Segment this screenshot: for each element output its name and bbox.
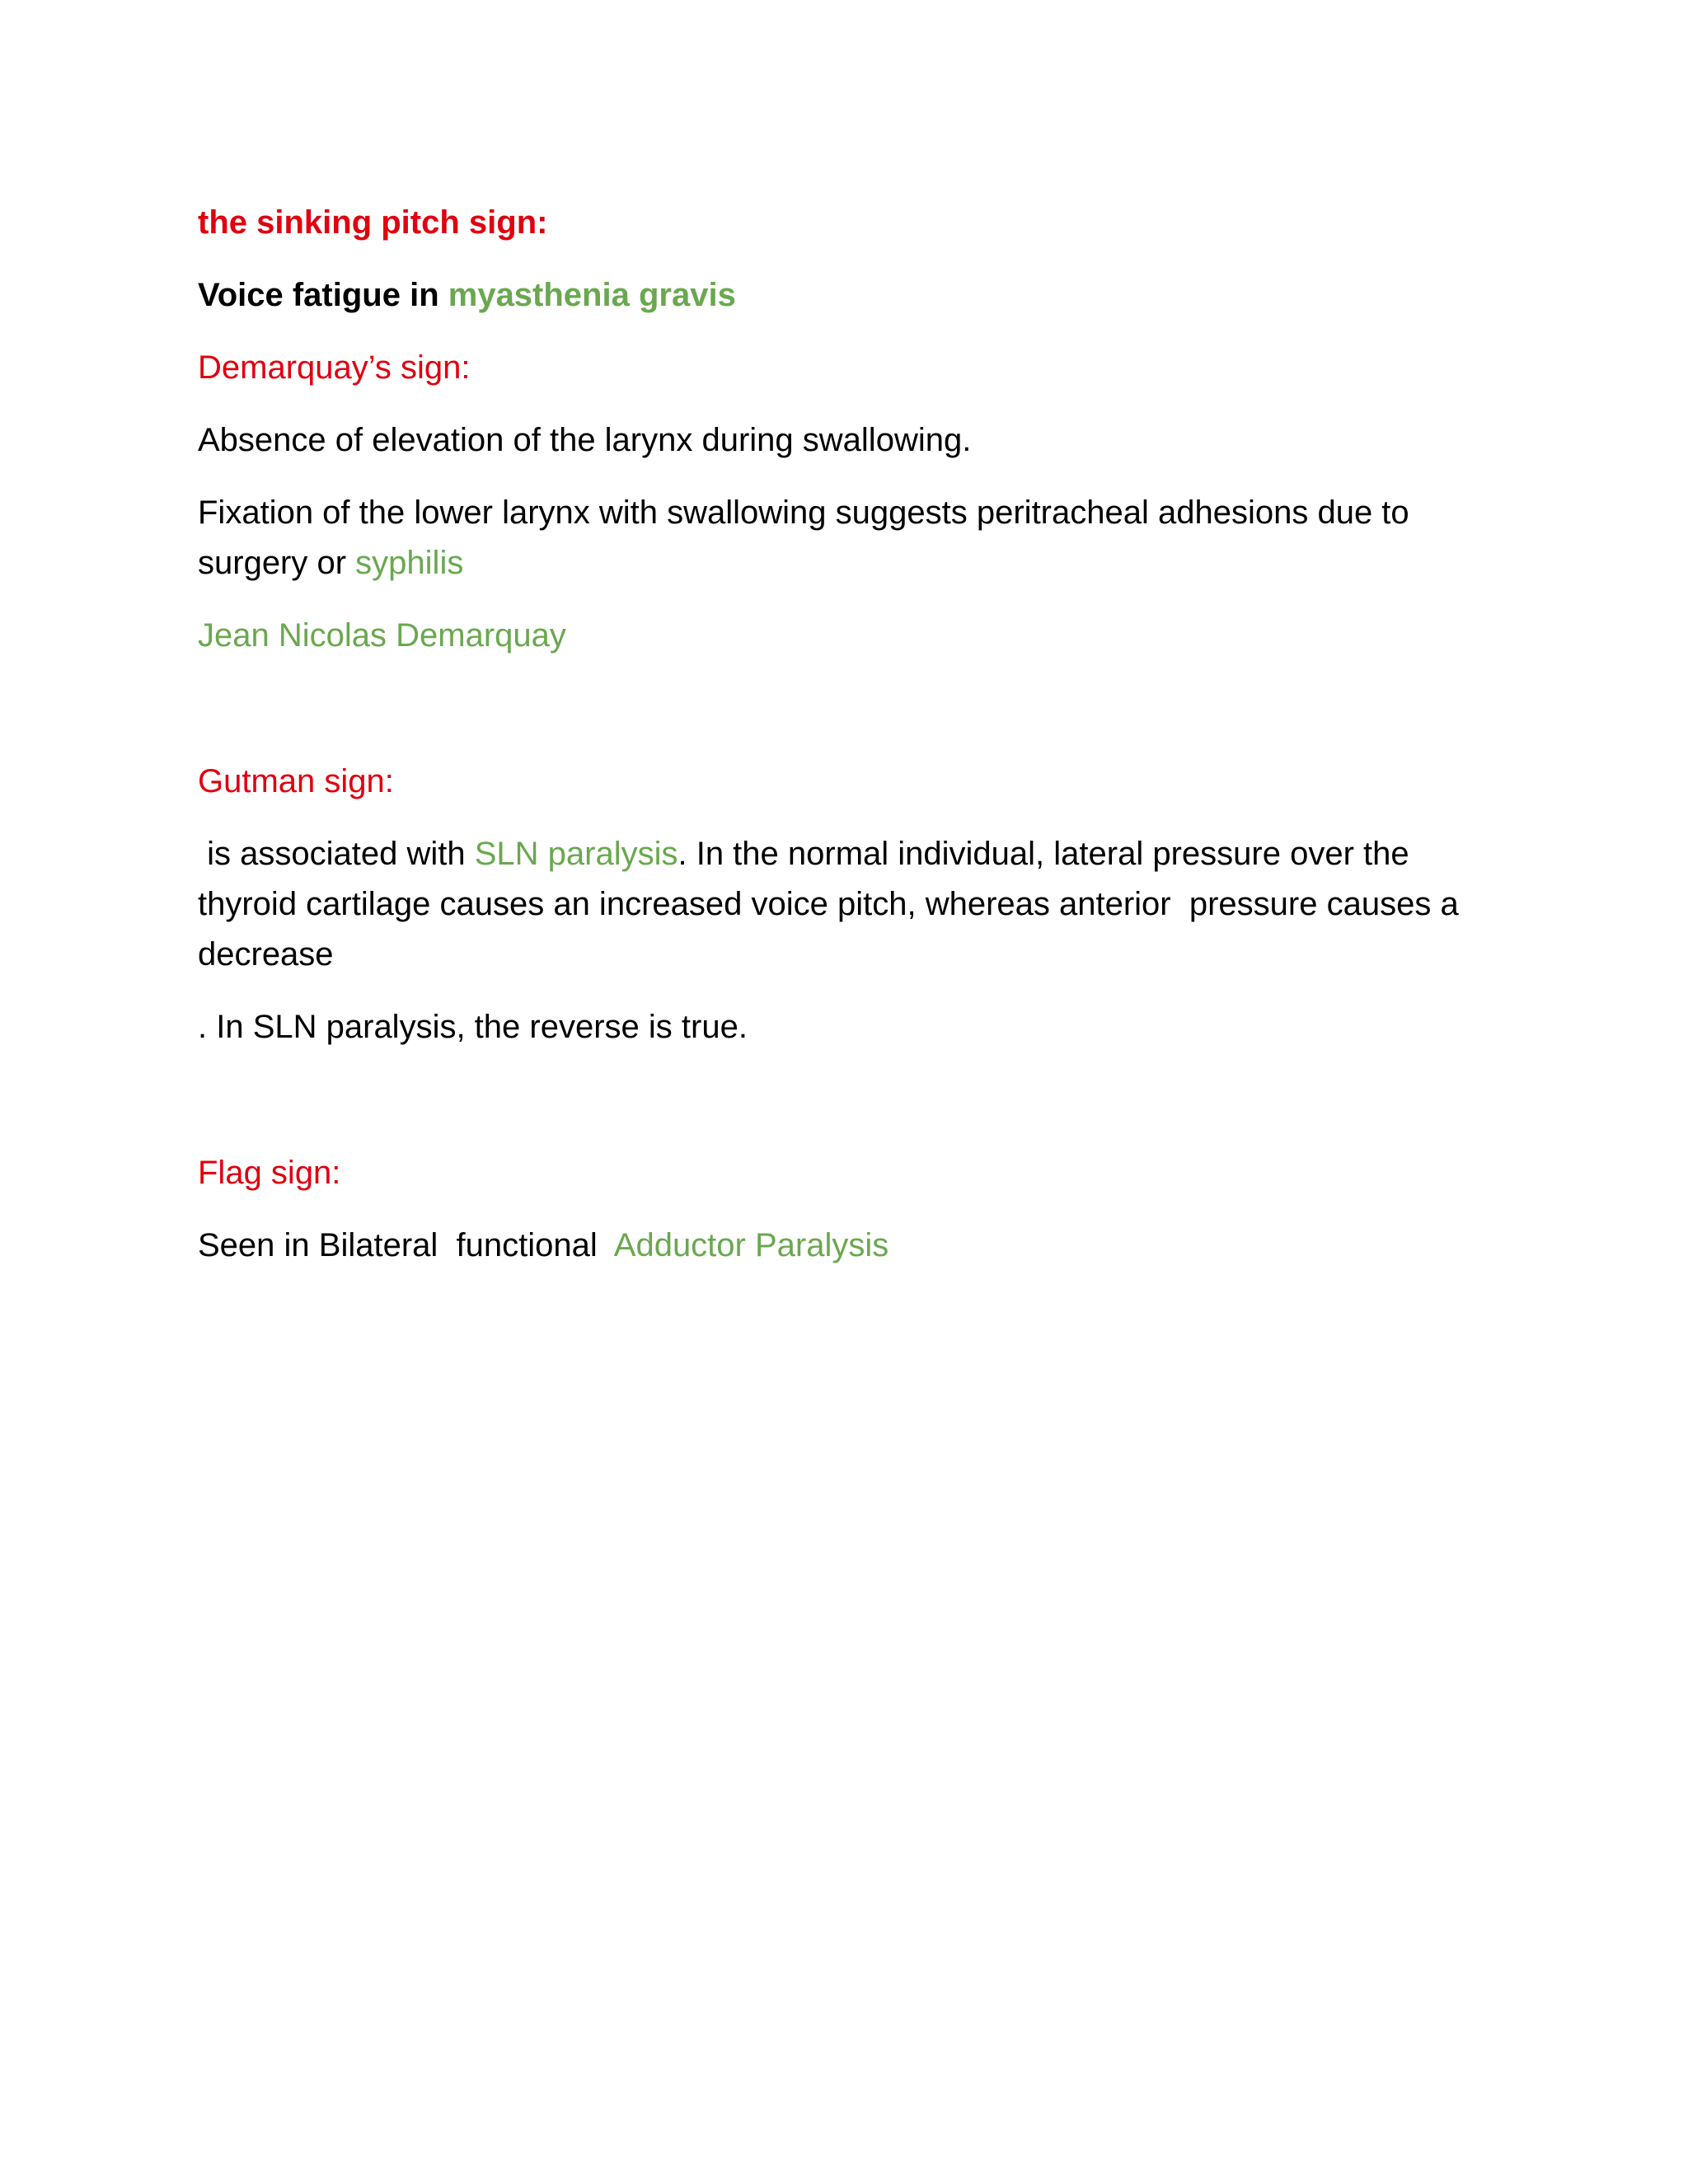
myasthenia-gravis-term: myasthenia gravis <box>448 277 736 313</box>
heading-demarquay-sign: Demarquay’s sign: <box>198 349 471 386</box>
demarquay-para-2-text: Fixation of the lower larynx with swallowing suggests peritracheal adhesions due to surgery or <box>198 494 1418 581</box>
flag-sign-description <box>198 1221 1484 1271</box>
document-body <box>198 198 1484 1271</box>
gutman-para-1 <box>198 829 1484 980</box>
demarquay-para-1: Absence of elevation of the larynx during swallowing. <box>198 422 972 458</box>
adductor-paralysis-term: Adductor Paralysis <box>613 1227 889 1263</box>
flag-sign-text: Seen in Bilateral functional <box>198 1227 614 1263</box>
syphilis-term: syphilis <box>355 545 464 581</box>
heading-sinking-pitch-sign: the sinking pitch sign: <box>198 204 548 241</box>
gutman-para-1-suffix: . In the normal individual, lateral pressure over the thyroid cartilage causes an increased voice pitch, whereas anterior pressure causes a decrease <box>198 836 1468 972</box>
sln-paralysis-term: SLN paralysis <box>474 836 678 872</box>
gutman-para-1-prefix: is associated with <box>198 836 475 872</box>
sinking-pitch-description <box>198 270 1484 321</box>
demarquay-para-2 <box>198 488 1484 588</box>
heading-flag-sign: Flag sign: <box>198 1155 341 1191</box>
demarquay-eponym: Jean Nicolas Demarquay <box>198 617 566 654</box>
sinking-pitch-text: Voice fatigue in <box>198 277 448 313</box>
heading-gutman-sign: Gutman sign: <box>198 763 394 799</box>
gutman-para-2: . In SLN paralysis, the reverse is true. <box>198 1009 748 1045</box>
